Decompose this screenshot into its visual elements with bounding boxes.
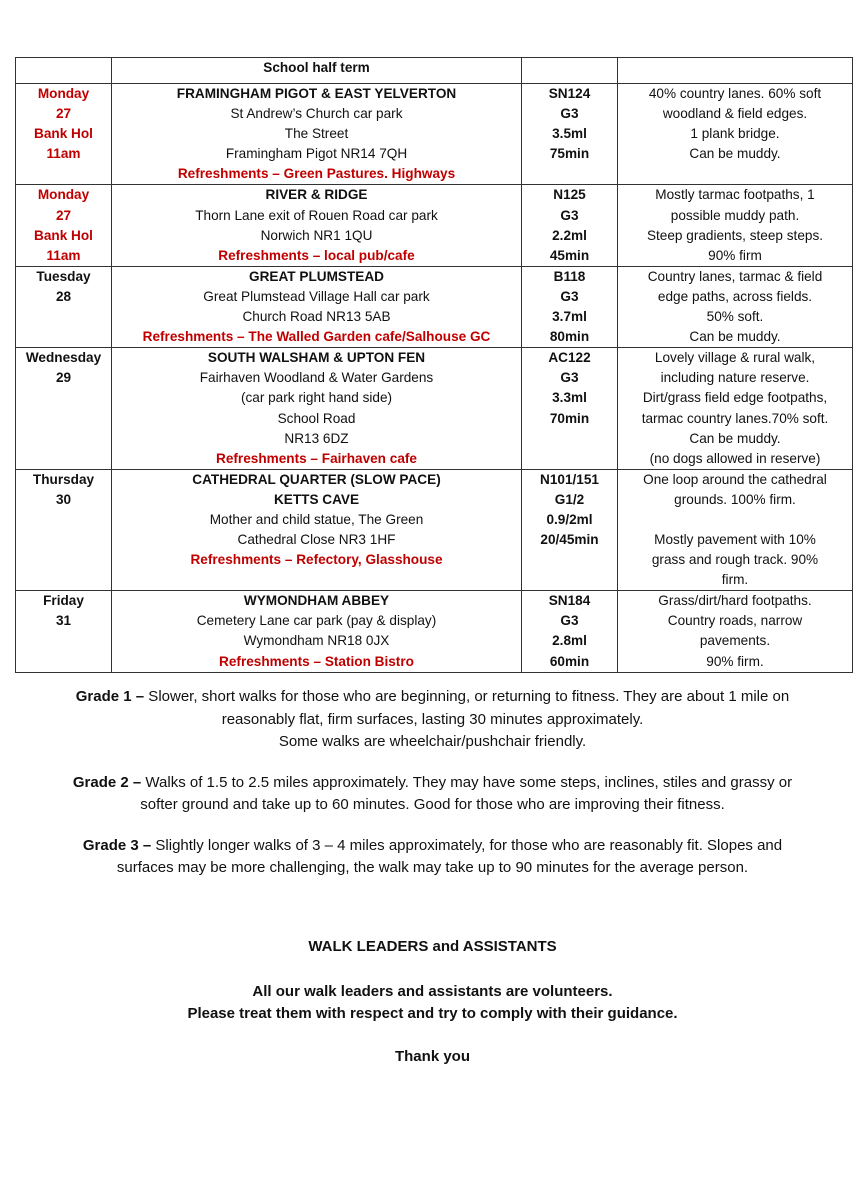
day-text: 29 (55, 370, 72, 386)
day-text: Thursday (32, 471, 95, 487)
grade-label: Grade 1 – (75, 688, 145, 705)
grade-label: Grade 3 – (82, 836, 152, 854)
description-cell (618, 469, 853, 590)
grade-line (25, 794, 840, 817)
location-cell (112, 348, 522, 470)
description-cell (618, 348, 853, 470)
thank-you-text: Thank you (394, 1047, 470, 1065)
day-cell (16, 266, 112, 347)
walk-code-text: 60min (549, 653, 590, 669)
terrain-description-text: Country lanes, tarmac & field (647, 268, 823, 284)
meeting-point-text: Church Road NR13 5AB (242, 309, 391, 325)
terrain-description-text: 50% soft. (706, 309, 764, 325)
grade-text: softer ground and take up to 60 minutes. Good for those who are improving their fitness. (140, 796, 725, 813)
walk-code-text: 2.8ml (552, 633, 587, 649)
day-text: 11am (46, 247, 81, 263)
grade-line (25, 857, 840, 880)
respect-line: Please treat them with respect and try to comply with their guidance. (187, 1005, 678, 1022)
walk-code-text: 70min (549, 410, 590, 426)
grade-text: reasonably flat, firm surfaces, lasting 30 minutes approximately. (221, 710, 644, 728)
terrain-description-text: Dirt/grass field edge footpaths, (642, 390, 828, 406)
grade-line (25, 686, 840, 709)
location-cell (112, 266, 522, 347)
day-cell (16, 469, 112, 590)
meeting-point-text: Norwich NR1 1QU (260, 227, 373, 243)
grade-line (25, 835, 840, 858)
walk-code-text: 0.9/2ml (546, 511, 593, 527)
walk-code-text: 3.3ml (552, 390, 587, 406)
refreshments-text: Refreshments – local pub/cafe (218, 247, 415, 263)
walk-title: CATHEDRAL QUARTER (SLOW PACE) (192, 471, 441, 487)
header-code-cell (522, 58, 618, 84)
day-text: 28 (55, 288, 72, 304)
day-text: Friday (43, 593, 84, 609)
refreshments-text: Refreshments – Station Bistro (219, 653, 414, 669)
grade-text: Slightly longer walks of 3 – 4 miles approximately, for those who are reasonably fit. Slopes and (151, 836, 783, 854)
day-cell (16, 348, 112, 470)
walk-title: FRAMINGHAM PIGOT & EAST YELVERTON (176, 86, 457, 101)
walk-code-text: 45min (549, 247, 590, 263)
terrain-description-text: Can be muddy. (689, 329, 781, 345)
location-cell (112, 185, 522, 266)
refreshments-text: Refreshments – Fairhaven cafe (216, 450, 417, 466)
terrain-description-text: 90% firm (708, 247, 762, 263)
walk-title: GREAT PLUMSTEAD (249, 268, 384, 284)
terrain-description-text: grass and rough track. 90% (651, 552, 819, 568)
grade-line (25, 731, 840, 754)
walk-code-text: 3.7ml (552, 309, 587, 325)
day-text: Monday (37, 86, 90, 101)
walk-leaders-section (25, 936, 840, 1068)
description-cell (618, 84, 853, 185)
terrain-description-text: possible muddy path. (670, 207, 800, 223)
code-cell (522, 591, 618, 672)
terrain-description-text: One loop around the cathedral (643, 471, 827, 487)
walk-code-text: G3 (560, 106, 579, 122)
grade-label: Grade 2 – (72, 773, 142, 791)
code-cell (522, 266, 618, 347)
terrain-description-text: Country roads, narrow (667, 613, 803, 629)
terrain-description-text: woodland & field edges. (662, 106, 808, 122)
walk-code-text: G3 (560, 207, 579, 223)
walk-code-text: AC122 (548, 350, 591, 366)
day-cell (16, 84, 112, 185)
meeting-point-text: Fairhaven Woodland & Water Gardens (199, 370, 434, 386)
walk-title: RIVER & RIDGE (265, 187, 368, 203)
walk-code-text: G3 (560, 370, 579, 386)
meeting-point-text: Thorn Lane exit of Rouen Road car park (195, 207, 438, 223)
day-text: Bank Hol (34, 126, 93, 142)
walk-code-text: G3 (560, 288, 579, 304)
day-cell (16, 591, 112, 672)
location-cell (112, 591, 522, 672)
terrain-description-text: Can be muddy. (689, 146, 781, 162)
day-text: Wednesday (25, 350, 102, 366)
description-cell (618, 591, 853, 672)
terrain-description-text: Mostly pavement with 10% (654, 531, 816, 547)
code-cell (522, 84, 618, 185)
day-text: 27 (55, 207, 72, 223)
spacer (620, 510, 850, 530)
grade-text: Some walks are wheelchair/pushchair friendly. (278, 733, 587, 750)
refreshments-text: Refreshments – The Walled Garden cafe/Salhouse GC (142, 329, 491, 345)
terrain-description-text: pavements. (699, 633, 771, 649)
walk-code-text: 80min (549, 329, 590, 345)
refreshments-text: Refreshments – Green Pastures. Highways (177, 166, 456, 182)
meeting-point-text: St Andrew’s Church car park (230, 106, 403, 122)
terrain-description-text: 90% firm. (706, 653, 764, 669)
location-cell (112, 84, 522, 185)
grade-text: Slower, short walks for those who are beginning, or returning to fitness. They are about 1 mile on (144, 688, 790, 705)
terrain-description-text: firm. (721, 572, 749, 588)
day-text: 30 (55, 491, 72, 507)
terrain-description-text: grounds. 100% firm. (674, 491, 796, 507)
meeting-point-text: Wymondham NR18 0JX (243, 633, 390, 649)
walk-code-text: N101/151 (540, 471, 599, 487)
grade-paragraph (25, 835, 840, 880)
refreshments-text: Refreshments – Refectory, Glasshouse (190, 552, 443, 568)
terrain-description-text: Can be muddy. (689, 430, 781, 446)
table-row (16, 591, 853, 672)
grade-paragraph (25, 772, 840, 817)
walk-code-text: 75min (549, 146, 590, 162)
terrain-description-text: tarmac country lanes.70% soft. (641, 410, 829, 426)
table-row (16, 469, 853, 590)
grade-text: Walks of 1.5 to 2.5 miles approximately. They may have some steps, inclines, stiles and grassy or (141, 773, 793, 791)
day-text: Bank Hol (34, 227, 93, 243)
walk-title: SOUTH WALSHAM & UPTON FEN (207, 350, 426, 366)
meeting-point-text: Framingham Pigot NR14 7QH (225, 146, 408, 162)
walk-title: KETTS CAVE (273, 491, 360, 507)
walk-code-text: N125 (553, 187, 586, 203)
terrain-description-text: Steep gradients, steep steps. (646, 227, 824, 243)
volunteers-line: All our walk leaders and assistants are volunteers. (252, 982, 613, 1000)
day-text: Monday (37, 187, 90, 203)
walk-code-text: G1/2 (554, 491, 585, 507)
grade-descriptions (25, 686, 840, 898)
table-row (16, 84, 853, 185)
walk-title: WYMONDHAM ABBEY (243, 593, 390, 609)
table-row (16, 266, 853, 347)
grade-text: surfaces may be more challenging, the walk may take up to 90 minutes for the average person. (116, 859, 749, 876)
meeting-point-text: Great Plumstead Village Hall car park (203, 288, 430, 304)
meeting-point-text: Cathedral Close NR3 1HF (237, 532, 396, 548)
grade-line (25, 709, 840, 732)
terrain-description-text: 1 plank bridge. (690, 126, 780, 142)
table-row (16, 348, 853, 470)
code-cell (522, 469, 618, 590)
terrain-description-text: Lovely village & rural walk, (654, 350, 816, 366)
header-title-cell: School half term (112, 58, 522, 84)
walk-leaders-heading: WALK LEADERS and ASSISTANTS (308, 938, 557, 955)
walk-schedule-table (15, 57, 853, 673)
day-text: Tuesday (36, 268, 91, 284)
code-cell (522, 348, 618, 470)
day-cell (16, 185, 112, 266)
meeting-point-text: Cemetery Lane car park (pay & display) (196, 613, 437, 629)
walk-code-text: SN124 (548, 86, 591, 101)
day-text: 27 (55, 106, 72, 122)
walk-code-text: 20/45min (540, 532, 599, 548)
walk-code-text: SN184 (548, 593, 591, 609)
meeting-point-text: School Road (277, 410, 356, 426)
walk-code-text: G3 (560, 613, 579, 629)
terrain-description-text: edge paths, across fields. (657, 288, 813, 304)
meeting-point-text: The Street (284, 126, 349, 142)
meeting-point-text: (car park right hand side) (240, 390, 393, 406)
table-row (16, 185, 853, 266)
terrain-description-text: Grass/dirt/hard footpaths. (658, 593, 812, 609)
walk-code-text: 3.5ml (552, 126, 587, 142)
day-text: 31 (55, 613, 72, 629)
terrain-description-text: Mostly tarmac footpaths, 1 (655, 187, 815, 203)
grade-paragraph (25, 686, 840, 754)
terrain-description-text: 40% country lanes. 60% soft (648, 86, 822, 101)
grade-line (25, 772, 840, 795)
location-cell (112, 469, 522, 590)
meeting-point-text: NR13 6DZ (284, 430, 349, 446)
meeting-point-text: Mother and child statue, The Green (209, 511, 424, 527)
day-text: 11am (46, 146, 81, 162)
table-header-row (16, 58, 853, 84)
code-cell (522, 185, 618, 266)
header-day-cell (16, 58, 112, 84)
terrain-description-text: (no dogs allowed in reserve) (649, 450, 821, 466)
walk-code-text: 2.2ml (552, 227, 587, 243)
walk-code-text: B118 (553, 268, 586, 284)
description-cell (618, 266, 853, 347)
header-desc-cell (618, 58, 853, 84)
description-cell (618, 185, 853, 266)
terrain-description-text: including nature reserve. (660, 370, 810, 386)
